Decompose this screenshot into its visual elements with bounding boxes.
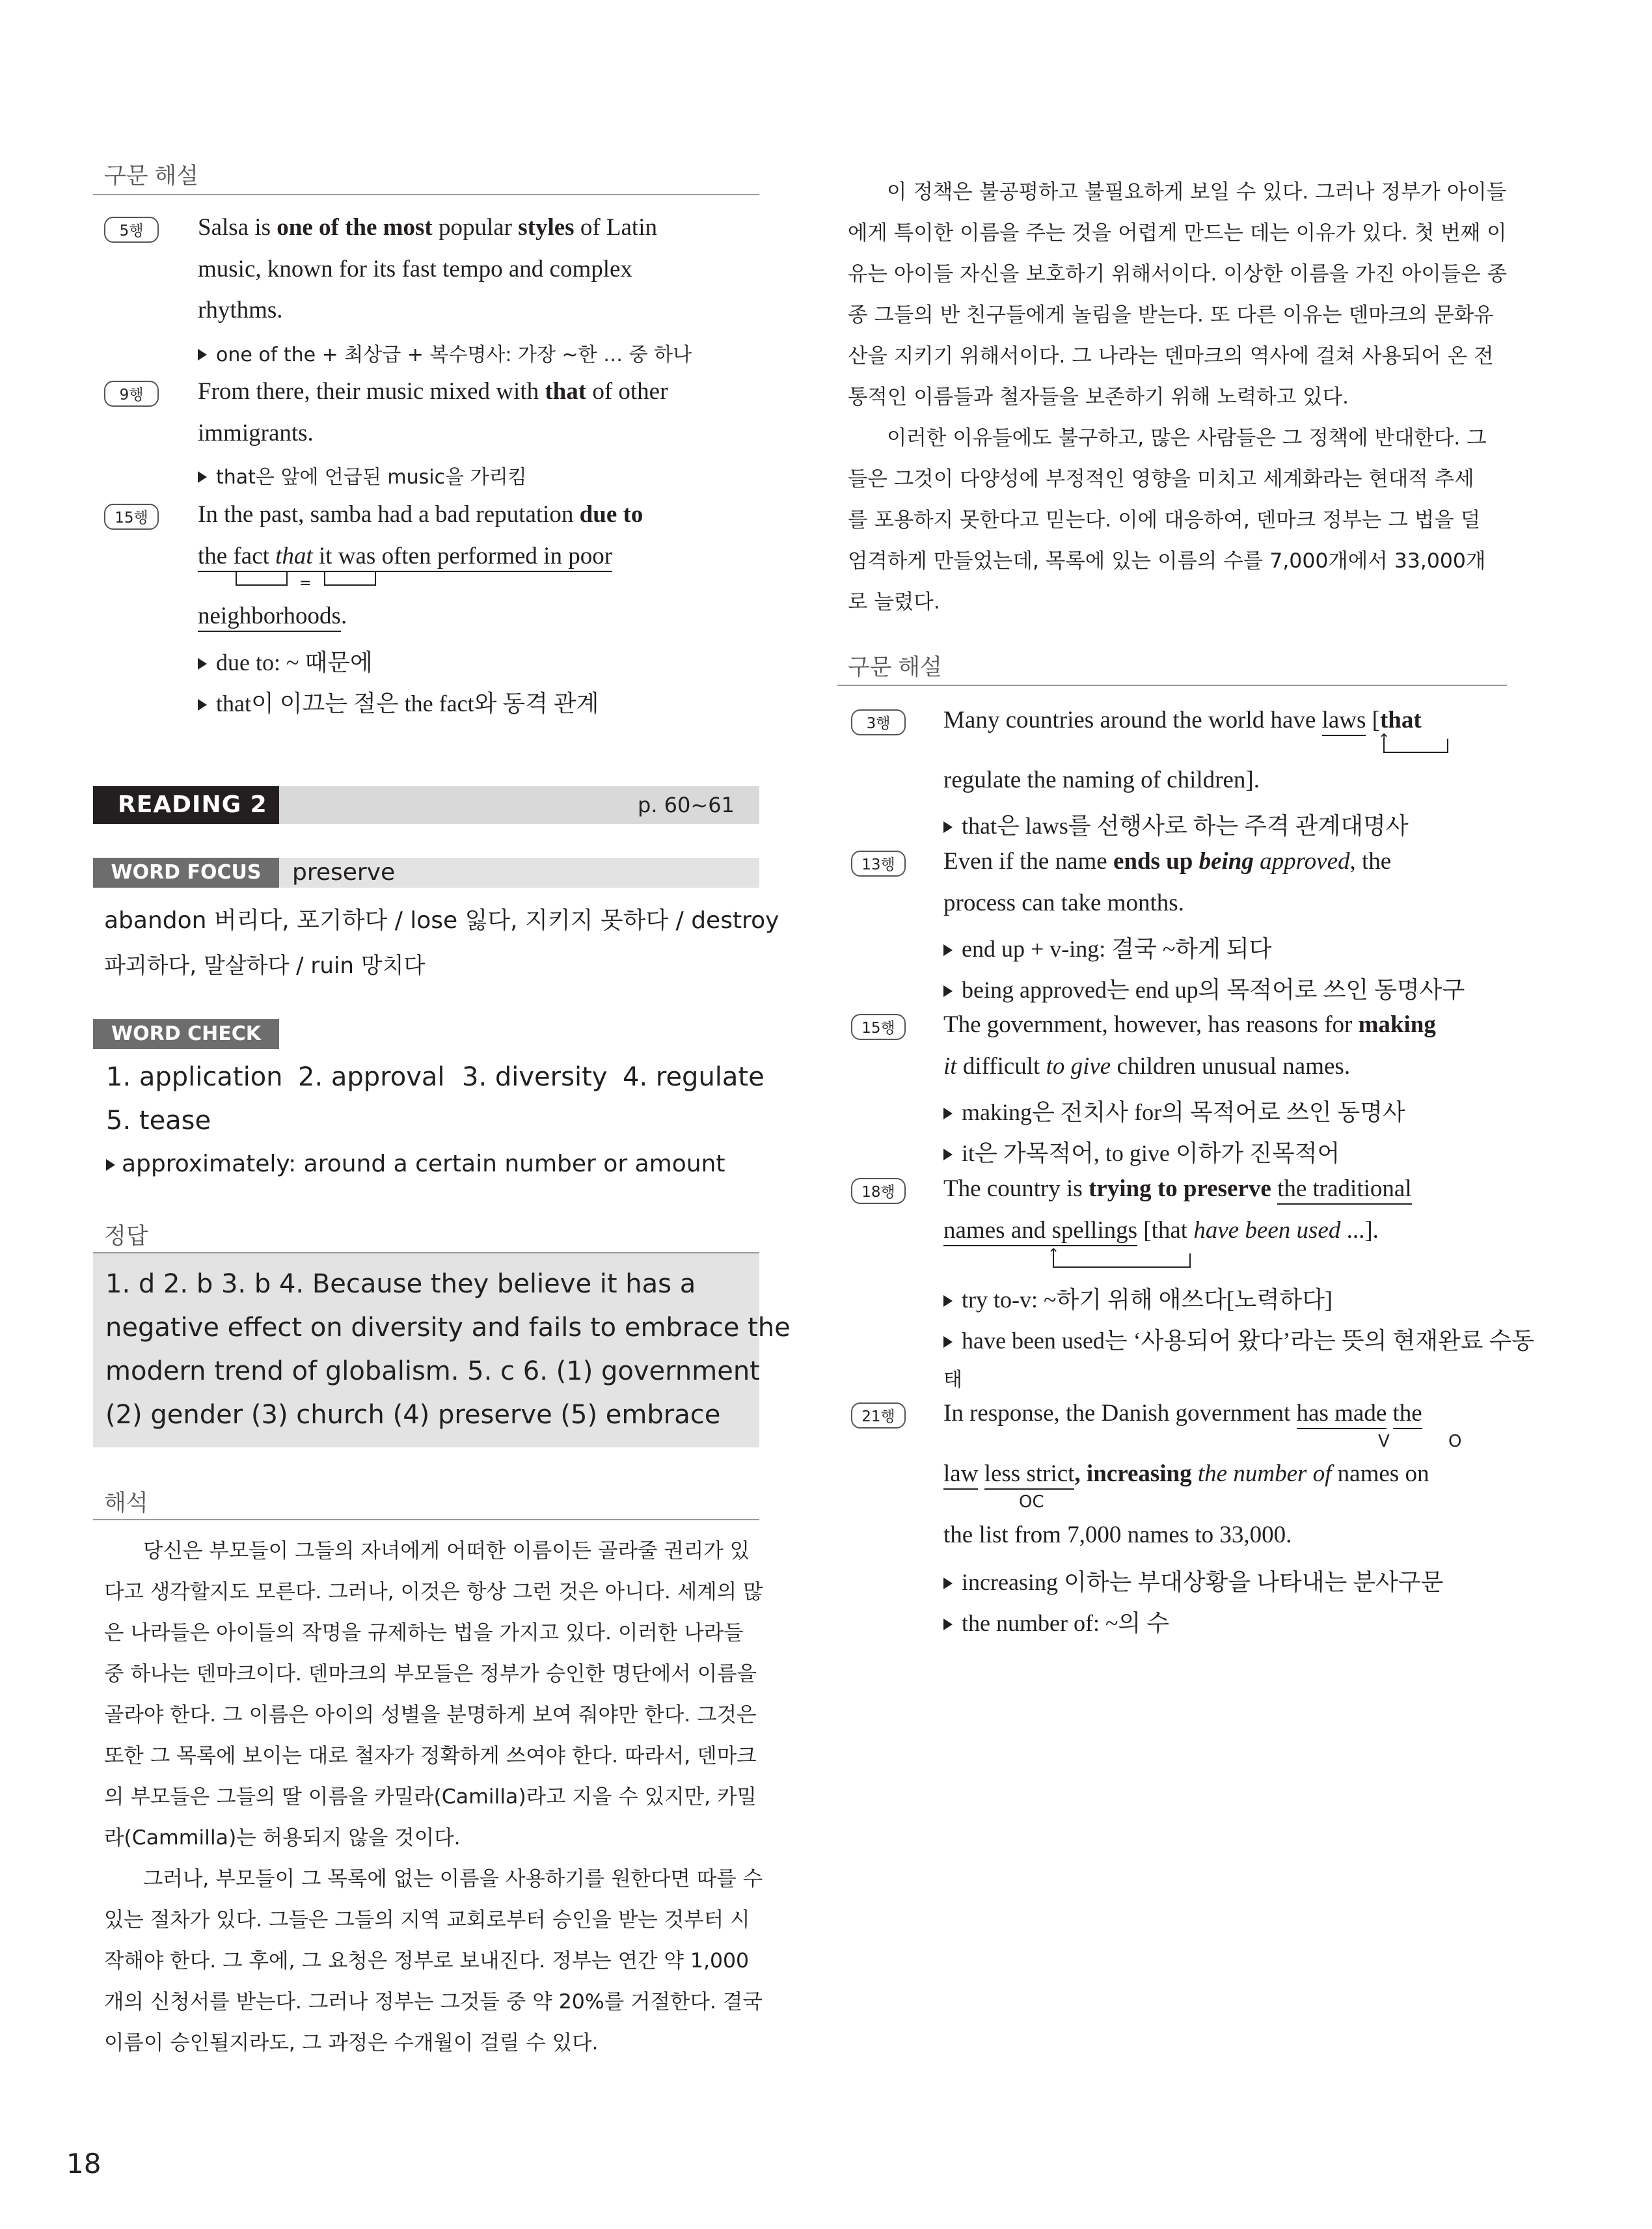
triangle-bullet-icon bbox=[198, 658, 207, 670]
right-translation-line-6: 통적인 이름들과 철자들을 보존하기 위해 노력하고 있다. bbox=[848, 385, 1349, 409]
translation-line-8: 라(Cammilla)는 허용되지 않을 것이다. bbox=[104, 1826, 461, 1850]
triangle-bullet-icon bbox=[943, 1108, 953, 1119]
right-translation-line-3: 유는 아이들 자신을 보호하기 위해서이다. 이상한 이름을 가진 아이들은 종 bbox=[848, 262, 1508, 286]
syntax-note-15-a: due to: ~ 때문에 bbox=[198, 644, 373, 677]
translation-line-5: 골라야 한다. 그 이름은 아이의 성별을 분명하게 보여 줘야만 한다. 그것은 bbox=[104, 1703, 757, 1727]
triangle-bullet-icon bbox=[943, 821, 953, 833]
triangle-bullet-icon bbox=[198, 699, 207, 711]
syntax-note-3: that은 laws를 선행사로 하는 주격 관계대명사 bbox=[943, 808, 1409, 841]
syntax-note-21-b: the number of: ~의 수 bbox=[943, 1605, 1169, 1638]
answers-line-4: (2) gender (3) church (4) preserve (5) embrace bbox=[105, 1400, 721, 1430]
syntax-sentence-15: In the past, samba had a bad reputation due to bbox=[198, 501, 643, 528]
line-badge-21: 21행 bbox=[851, 1402, 906, 1429]
syntax-note-15r-a: making은 전치사 for의 목적어로 쓰인 동명사 bbox=[943, 1094, 1405, 1127]
triangle-bullet-icon bbox=[943, 1578, 953, 1589]
translation-line-10: 있는 절차가 있다. 그들은 그들의 지역 교회로부터 승인을 받는 것부터 시 bbox=[104, 1908, 750, 1932]
triangle-bullet-icon bbox=[943, 1149, 953, 1160]
triangle-bullet-icon bbox=[198, 471, 207, 483]
syntax-sentence-18-line2: names and spellings [that have been used ...]. bbox=[943, 1216, 1379, 1244]
right-translation-line-2: 에게 특이한 이름을 주는 것을 어렵게 만드는 데는 이유가 있다. 첫 번째 이 bbox=[848, 221, 1507, 245]
word-check-3: 3. diversity bbox=[462, 1062, 608, 1092]
answers-line-1: 1. d 2. b 3. b 4. Because they believe it has a bbox=[105, 1269, 696, 1299]
translation-rule bbox=[93, 1519, 759, 1520]
answers-line-3: modern trend of globalism. 5. c 6. (1) government bbox=[105, 1356, 760, 1386]
right-translation-line-8: 들은 그것이 다양성에 부정적인 영향을 미치고 세계화라는 현대적 추세 bbox=[848, 467, 1474, 491]
appositive-bracket-left bbox=[236, 571, 288, 586]
syntax-note-21-a: increasing 이하는 부대상황을 나타내는 분사구문 bbox=[943, 1564, 1443, 1597]
page-number: 18 bbox=[66, 2148, 102, 2180]
word-check-note: approximately: around a certain number or amount bbox=[106, 1151, 725, 1177]
right-translation-line-11: 로 늘렸다. bbox=[848, 590, 940, 614]
right-syntax-rule bbox=[837, 685, 1507, 686]
syntax-note-18-c: 태 bbox=[943, 1369, 962, 1391]
left-syntax-heading: 구문 해설 bbox=[104, 163, 198, 189]
syntax-sentence-15-right-line2: it difficult to give children unusual names. bbox=[943, 1053, 1351, 1080]
translation-line-1: 당신은 부모들이 그들의 자녀에게 어떠한 이름이든 골라줄 권리가 있 bbox=[143, 1539, 750, 1563]
object-complement-mark: OC bbox=[1019, 1492, 1044, 1512]
triangle-bullet-icon bbox=[943, 985, 953, 997]
line-badge-9: 9행 bbox=[104, 381, 159, 407]
syntax-note-15-b: that이 이끄는 절은 the fact와 동격 관계 bbox=[198, 685, 599, 718]
object-mark: O bbox=[1448, 1432, 1462, 1451]
syntax-sentence-5: Salsa is one of the most popular styles of Latin bbox=[198, 214, 657, 241]
syntax-sentence-13: Even if the name ends up being approved, the bbox=[943, 848, 1392, 875]
translation-line-7: 의 부모들은 그들의 딸 이름을 카밀라(Camilla)라고 지을 수 있지만, 카밀 bbox=[104, 1785, 757, 1809]
word-focus-word: preserve bbox=[292, 859, 396, 886]
syntax-sentence-15-right: The government, however, has reasons for making bbox=[943, 1011, 1436, 1038]
syntax-sentence-21-line2: law less strict, increasing the number of names on bbox=[943, 1460, 1429, 1488]
translation-line-13: 이름이 승인될지라도, 그 과정은 수개월이 걸릴 수 있다. bbox=[104, 2031, 599, 2055]
verb-mark: V bbox=[1378, 1432, 1390, 1451]
triangle-bullet-icon bbox=[198, 349, 207, 361]
appositive-bracket-right bbox=[324, 571, 376, 586]
antecedent-arrow-18 bbox=[1053, 1253, 1191, 1268]
word-check-1: 1. application bbox=[106, 1062, 283, 1092]
word-focus-line1: abandon 버리다, 포기하다 / lose 잃다, 지키지 못하다 / destroy bbox=[104, 907, 779, 934]
right-translation-line-9: 를 포용하지 못한다고 믿는다. 이에 대응하여, 덴마크 정부는 그 법을 덜 bbox=[848, 508, 1481, 532]
right-translation-line-7: 이러한 이유들에도 불구하고, 많은 사람들은 그 정책에 반대한다. 그 bbox=[887, 426, 1487, 450]
line-badge-15: 15행 bbox=[104, 504, 159, 530]
triangle-bullet-icon bbox=[943, 1336, 953, 1348]
syntax-sentence-15-line2: the fact that it was often performed in poor bbox=[198, 542, 612, 570]
right-translation-line-1: 이 정책은 불공평하고 불필요하게 보일 수 있다. 그러나 정부가 아이들 bbox=[887, 180, 1507, 204]
line-badge-15-right: 15행 bbox=[851, 1014, 906, 1040]
translation-line-6: 또한 그 목록에 보이는 대로 철자가 정확하게 쓰여야 한다. 따라서, 덴마크 bbox=[104, 1744, 757, 1768]
translation-line-11: 작해야 한다. 그 후에, 그 요청은 정부로 보내진다. 정부는 연간 약 1,000 bbox=[104, 1949, 750, 1973]
line-badge-3: 3행 bbox=[851, 709, 906, 735]
translation-line-9: 그러나, 부모들이 그 목록에 없는 이름을 사용하기를 원한다면 따를 수 bbox=[143, 1867, 763, 1891]
word-check-2: 2. approval bbox=[298, 1062, 445, 1092]
arrow-up-icon: ↑ bbox=[1378, 732, 1390, 748]
right-syntax-heading: 구문 해설 bbox=[848, 655, 942, 680]
left-syntax-rule bbox=[93, 194, 759, 195]
syntax-sentence-9: From there, their music mixed with that of other bbox=[198, 378, 668, 405]
syntax-sentence-3: Many countries around the world have laws [that bbox=[943, 706, 1422, 734]
translation-heading: 해석 bbox=[104, 1490, 148, 1516]
word-check-4: 4. regulate bbox=[623, 1062, 765, 1092]
syntax-note-18-b: have been used는 ‘사용되어 왔다’라는 뜻의 현재완료 수동 bbox=[943, 1322, 1534, 1356]
syntax-sentence-15-line3: neighborhoods. bbox=[198, 602, 347, 630]
answers-line-2: negative effect on diversity and fails to embrace the bbox=[105, 1313, 791, 1343]
word-focus-line2: 파괴하다, 말살하다 / ruin 망치다 bbox=[104, 953, 426, 979]
line-badge-13: 13행 bbox=[851, 851, 906, 877]
translation-line-3: 은 나라들은 아이들의 작명을 규제하는 법을 가지고 있다. 이러한 나라들 bbox=[104, 1621, 744, 1645]
reading-pages: p. 60~61 bbox=[638, 793, 735, 817]
translation-line-12: 개의 신청서를 받는다. 그러나 정부는 그것들 중 약 20%를 거절한다. 결국 bbox=[104, 1990, 763, 2014]
line-badge-18: 18행 bbox=[851, 1178, 906, 1204]
syntax-note-15r-b: it은 가목적어, to give 이하가 진목적어 bbox=[943, 1135, 1340, 1168]
syntax-sentence-5-line3: rhythms. bbox=[198, 297, 283, 323]
syntax-note-13-b: being approved는 end up의 목적어로 쓰인 동명사구 bbox=[943, 972, 1465, 1005]
syntax-sentence-9-line2: immigrants. bbox=[198, 420, 314, 446]
syntax-sentence-13-line2: process can take months. bbox=[943, 890, 1184, 916]
word-check-5: 5. tease bbox=[106, 1106, 211, 1136]
triangle-bullet-icon bbox=[943, 944, 953, 956]
translation-line-4: 중 하나는 덴마크이다. 덴마크의 부모들은 정부가 승인한 명단에서 이름을 bbox=[104, 1662, 757, 1686]
syntax-sentence-5-line2: music, known for its fast tempo and complex bbox=[198, 256, 632, 282]
syntax-sentence-18: The country is trying to preserve the traditional bbox=[943, 1175, 1412, 1203]
syntax-sentence-21-line3: the list from 7,000 names to 33,000. bbox=[943, 1522, 1292, 1548]
right-translation-line-10: 엄격하게 만들었는데, 목록에 있는 이름의 수를 7,000개에서 33,000개 bbox=[848, 549, 1486, 573]
equals-mark: = bbox=[299, 575, 312, 592]
syntax-note-18-a: try to-v: ~하기 위해 애쓰다[노력하다] bbox=[943, 1281, 1333, 1315]
right-translation-line-5: 산을 지키기 위해서이다. 그 나라는 덴마크의 역사에 걸쳐 사용되어 온 전 bbox=[848, 344, 1494, 368]
syntax-sentence-21: In response, the Danish government has made the bbox=[943, 1399, 1422, 1427]
word-focus-label: WORD FOCUS bbox=[93, 858, 279, 888]
answers-heading: 정답 bbox=[104, 1224, 148, 1249]
right-translation-line-4: 종 그들의 반 친구들에게 놀림을 받는다. 또 다른 이유는 덴마크의 문화유 bbox=[848, 303, 1494, 327]
triangle-bullet-icon bbox=[943, 1619, 953, 1630]
word-check-label: WORD CHECK bbox=[93, 1019, 279, 1049]
syntax-note-5: one of the + 최상급 + 복수명사: 가장 ~한 … 중 하나 bbox=[198, 338, 692, 367]
syntax-note-9: that은 앞에 언급된 music을 가리킴 bbox=[198, 461, 527, 489]
triangle-bullet-icon bbox=[943, 1295, 953, 1307]
line-badge-5: 5행 bbox=[104, 217, 159, 243]
antecedent-arrow-3 bbox=[1383, 739, 1448, 753]
translation-line-2: 다고 생각할지도 모른다. 그러나, 이것은 항상 그런 것은 아니다. 세계의 많 bbox=[104, 1580, 763, 1604]
triangle-bullet-icon bbox=[106, 1159, 115, 1171]
syntax-note-13-a: end up + v-ing: 결국 ~하게 되다 bbox=[943, 931, 1271, 964]
syntax-sentence-3-line2: regulate the naming of children]. bbox=[943, 767, 1260, 793]
arrow-up-icon: ↑ bbox=[1048, 1246, 1060, 1263]
reading-title-label: READING 2 bbox=[93, 786, 279, 824]
